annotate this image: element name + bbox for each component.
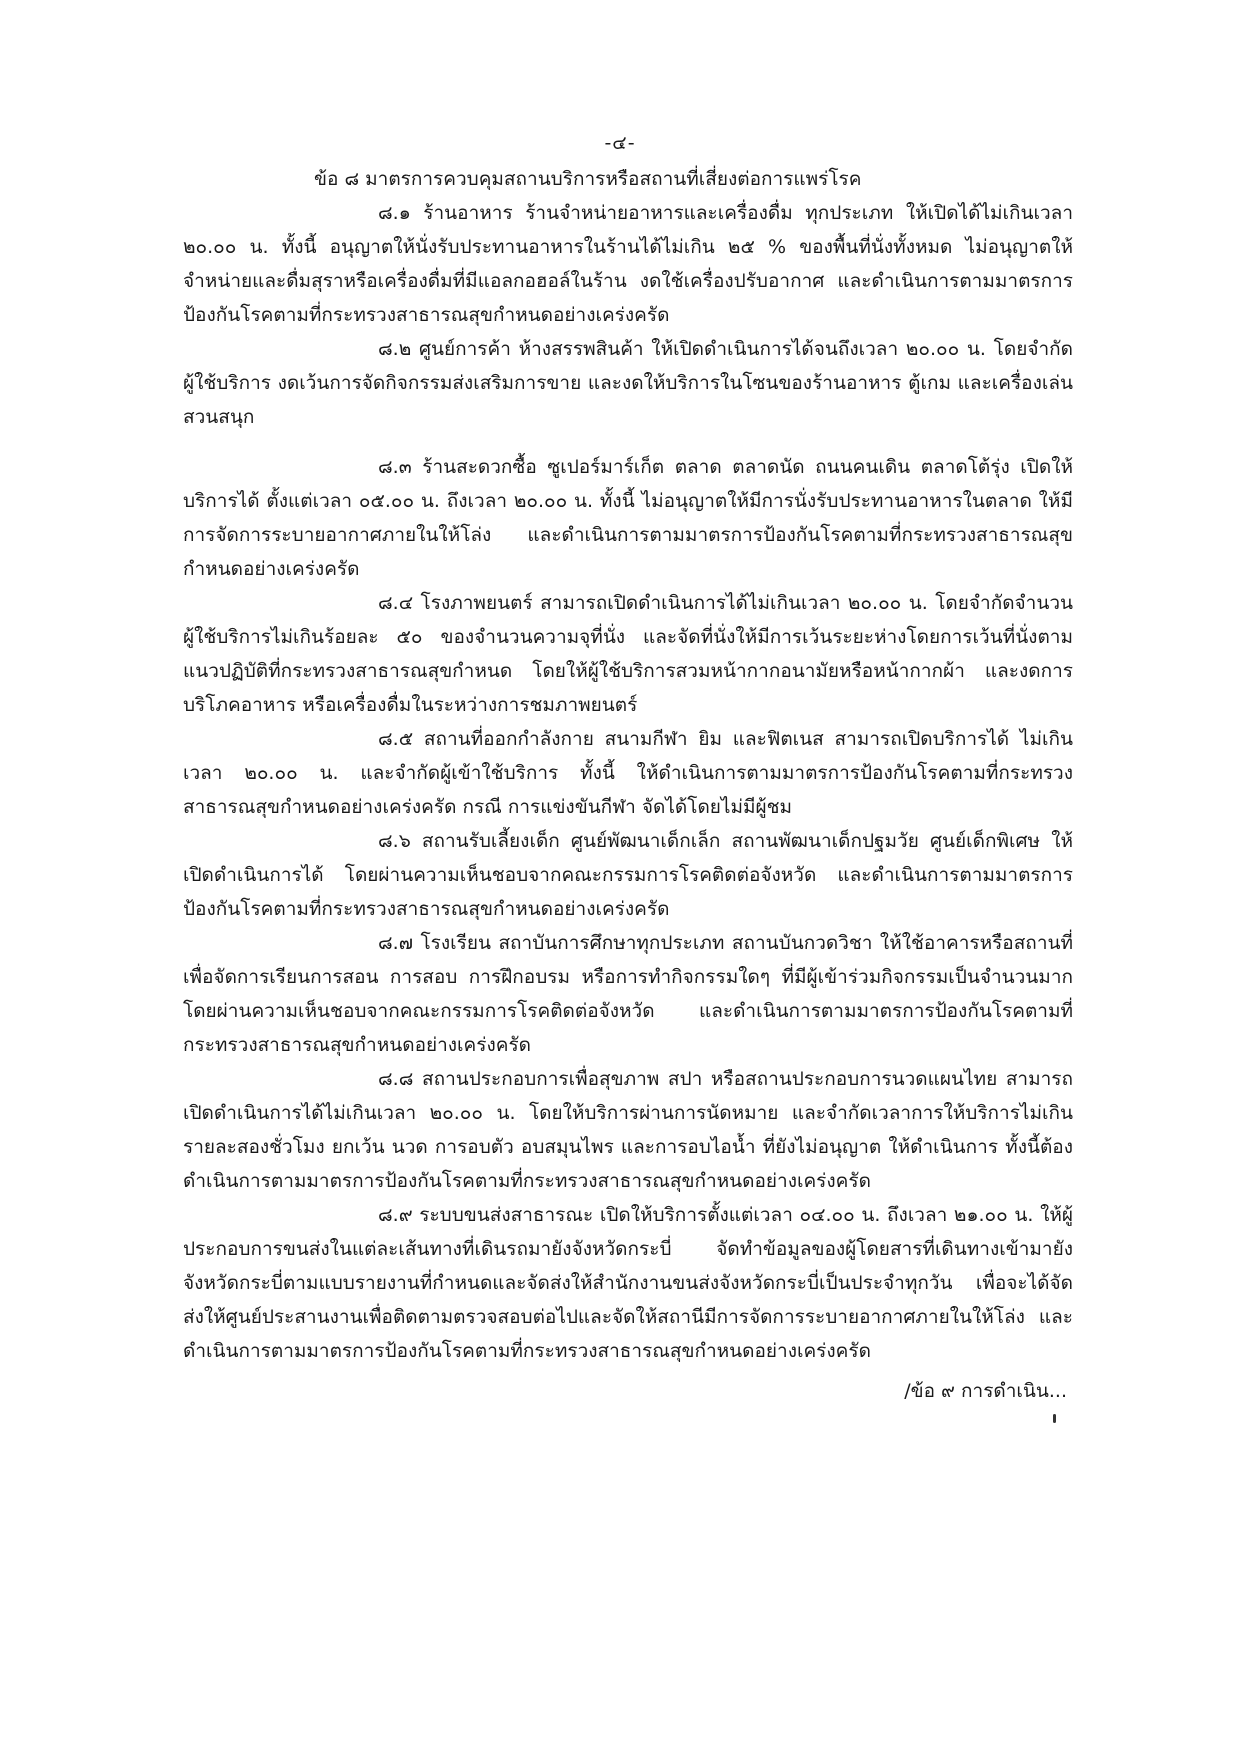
- clause-8-6: [183, 824, 1073, 926]
- clause-8-1: [183, 196, 1073, 332]
- section-heading: ข้อ ๘ มาตรการควบคุมสถานบริการหรือสถานที่เสี่ยงต่อการแพร่โรค: [314, 168, 862, 190]
- continuation-note: /ข้อ ๙ การดำเนิน...: [904, 1380, 1067, 1402]
- clause-text: ๘.๕ สถานที่ออกกำลังกาย สนามกีฬา ยิม และฟิตเนส สามารถเปิดบริการได้ ไม่เกินเวลา ๒๐.๐๐ น. และจำกัดผู้เข้าใช้บริการ ทั้งนี้ ให้ดำเนินการตามมาตรการป้องกันโรคตามที่กระทรวงสาธารณสุขกำหนดอย่างเคร่งครัด กรณี การแข่งขันกีฬา จัดได้โดยไม่มีผู้ชม: [183, 728, 1073, 818]
- document-body: [183, 162, 1073, 1408]
- clause-8-7: [183, 926, 1073, 1062]
- clause-text: ๘.๓ ร้านสะดวกซื้อ ซูเปอร์มาร์เก็ต ตลาด ตลาดนัด ถนนคนเดิน ตลาดโต้รุ่ง เปิดให้บริการได้ ตั้งแต่เวลา ๐๕.๐๐ น. ถึงเวลา ๒๐.๐๐ น. ทั้งนี้ ไม่อนุญาตให้มีการนั่งรับประทานอาหารในตลาด ให้มีการจัดการระบายอากาศภายในให้โล่ง และดำเนินการตามมาตรการป้องกันโรคตามที่กระทรวงสาธารณสุขกำหนดอย่างเคร่งครัด: [183, 456, 1073, 580]
- clause-8-2: [183, 332, 1073, 434]
- page-number: -๔-: [604, 132, 636, 154]
- clause-text: ๘.๖ สถานรับเลี้ยงเด็ก ศูนย์พัฒนาเด็กเล็ก สถานพัฒนาเด็กปฐมวัย ศูนย์เด็กพิเศษ ให้เปิดดำเนินการได้ โดยผ่านความเห็นชอบจากคณะกรรมการโรคติดต่อจังหวัด และดำเนินการตามมาตรการป้องกันโรคตามที่กระทรวงสาธารณสุขกำหนดอย่างเคร่งครัด: [183, 830, 1073, 920]
- clause-8-8: [183, 1062, 1073, 1198]
- clause-text: ๘.๙ ระบบขนส่งสาธารณะ เปิดให้บริการตั้งแต่เวลา ๐๔.๐๐ น. ถึงเวลา ๒๑.๐๐ น. ให้ผู้ประกอบการขนส่งในแต่ละเส้นทางที่เดินรถมายังจังหวัดกระบี่ จัดทำข้อมูลของผู้โดยสารที่เดินทางเข้ามายังจังหวัดกระบี่ตามแบบรายงานที่กำหนดและจัดส่งให้สำนักงานขนส่งจังหวัดกระบี่เป็นประจำทุกวัน เพื่อจะได้จัดส่งให้ศูนย์ประสานงานเพื่อติดตามตรวจสอบต่อไปและจัดให้สถานีมีการจัดการระบายอากาศภายในให้โล่ง และดำเนินการตามมาตรการป้องกันโรคตามที่กระทรวงสาธารณสุขกำหนดอย่างเคร่งครัด: [183, 1204, 1073, 1362]
- clause-8-5: [183, 722, 1073, 824]
- clause-8-9: [183, 1198, 1073, 1368]
- stray-mark: [1053, 1414, 1056, 1423]
- clause-text: ๘.๘ สถานประกอบการเพื่อสุขภาพ สปา หรือสถานประกอบการนวดแผนไทย สามารถเปิดดำเนินการได้ไม่เกินเวลา ๒๐.๐๐ น. โดยให้บริการผ่านการนัดหมาย และจำกัดเวลาการให้บริการไม่เกินรายละสองชั่วโมง ยกเว้น นวด การอบตัว อบสมุนไพร และการอบไอน้ำ ที่ยังไม่อนุญาต ให้ดำเนินการ ทั้งนี้ต้องดำเนินการตามมาตรการป้องกันโรคตามที่กระทรวงสาธารณสุขกำหนดอย่างเคร่งครัด: [183, 1068, 1073, 1192]
- clause-text: ๘.๑ ร้านอาหาร ร้านจำหน่ายอาหารและเครื่องดื่ม ทุกประเภท ให้เปิดได้ไม่เกินเวลา ๒๐.๐๐ น. ทั้งนี้ อนุญาตให้นั่งรับประทานอาหารในร้านได้ไม่เกิน ๒๕ % ของพื้นที่นั่งทั้งหมด ไม่อนุญาตให้จำหน่ายและดื่มสุราหรือเครื่องดื่มที่มีแอลกอฮอล์ในร้าน งดใช้เครื่องปรับอากาศ และดำเนินการตามมาตรการป้องกันโรคตามที่กระทรวงสาธารณสุขกำหนดอย่างเคร่งครัด: [183, 202, 1073, 326]
- clause-text: ๘.๔ โรงภาพยนตร์ สามารถเปิดดำเนินการได้ไม่เกินเวลา ๒๐.๐๐ น. โดยจำกัดจำนวนผู้ใช้บริการไม่เกินร้อยละ ๕๐ ของจำนวนความจุที่นั่ง และจัดที่นั่งให้มีการเว้นระยะห่างโดยการเว้นที่นั่งตามแนวปฏิบัติที่กระทรวงสาธารณสุขกำหนด โดยให้ผู้ใช้บริการสวมหน้ากากอนามัยหรือหน้ากากผ้า และงดการบริโภคอาหาร หรือเครื่องดื่มในระหว่างการชมภาพยนตร์: [183, 592, 1073, 716]
- clause-8-3: [183, 450, 1073, 586]
- clause-text: ๘.๗ โรงเรียน สถาบันการศึกษาทุกประเภท สถานบันกวดวิชา ให้ใช้อาคารหรือสถานที่ เพื่อจัดการเรียนการสอน การสอบ การฝึกอบรม หรือการทำกิจกรรมใดๆ ที่มีผู้เข้าร่วมกิจกรรมเป็นจำนวนมาก โดยผ่านความเห็นชอบจากคณะกรรมการโรคติดต่อจังหวัด และดำเนินการตามมาตรการป้องกันโรคตามที่กระทรวงสาธารณสุขกำหนดอย่างเคร่งครัด: [183, 932, 1073, 1056]
- clause-8-4: [183, 586, 1073, 722]
- clause-text: ๘.๒ ศูนย์การค้า ห้างสรรพสินค้า ให้เปิดดำเนินการได้จนถึงเวลา ๒๐.๐๐ น. โดยจำกัดผู้ใช้บริการ งดเว้นการจัดกิจกรรมส่งเสริมการขาย และงดให้บริการในโซนของร้านอาหาร ตู้เกม และเครื่องเล่นสวนสนุก: [183, 338, 1073, 428]
